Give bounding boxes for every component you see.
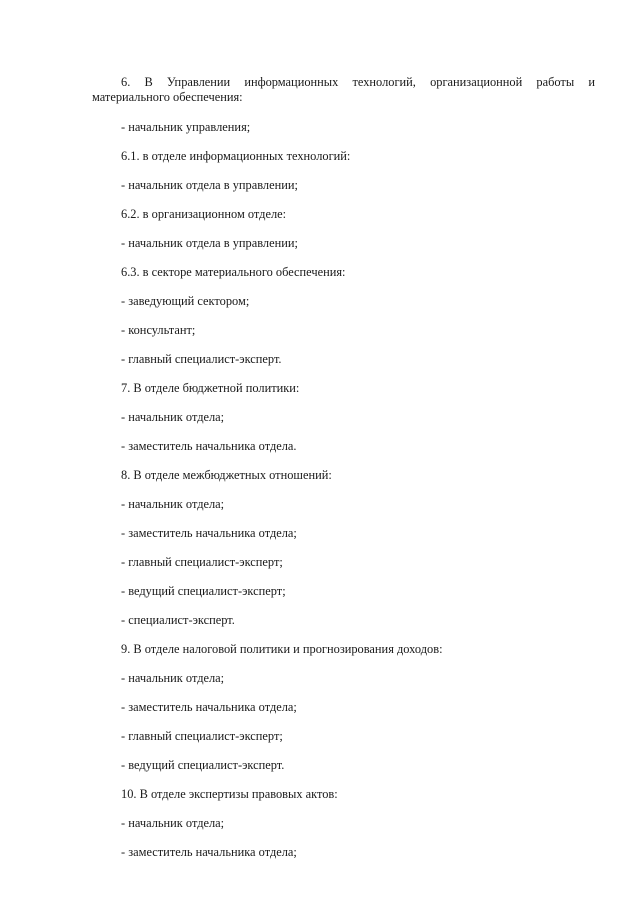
word: работы [536, 75, 575, 89]
section-heading: 6.2. в организационном отделе: [121, 207, 287, 221]
word: 6. [121, 75, 131, 89]
list-item: - главный специалист-эксперт; [121, 555, 283, 569]
paragraph-6-line-1 [121, 75, 595, 90]
list-item: - главный специалист-эксперт. [121, 352, 282, 366]
word: информационных [244, 75, 339, 89]
section-heading: 8. В отделе межбюджетных отношений: [121, 468, 332, 482]
list-item: - начальник отдела в управлении; [121, 236, 298, 250]
list-item: - заместитель начальника отдела. [121, 439, 297, 453]
list-item: - заведующий сектором; [121, 294, 250, 308]
list-item: - начальник отдела; [121, 497, 225, 511]
word: технологий, [352, 75, 416, 89]
list-item: - заместитель начальника отдела; [121, 845, 297, 859]
paragraph-6-line-2: материального обеспечения: [92, 90, 243, 104]
list-item: - начальник отдела; [121, 816, 225, 830]
word: Управлении [166, 75, 231, 89]
list-item: - заместитель начальника отдела; [121, 700, 297, 714]
paragraph-6-intro [92, 75, 595, 105]
list-item: - начальник отдела в управлении; [121, 178, 298, 192]
section-heading: 9. В отделе налоговой политики и прогнозирования доходов: [121, 642, 443, 656]
list-item: - консультант; [121, 323, 196, 337]
list-item: - заместитель начальника отдела; [121, 526, 297, 540]
section-heading: 7. В отделе бюджетной политики: [121, 381, 300, 395]
word: В [144, 75, 153, 89]
word: и [588, 75, 595, 89]
list-item: - начальник управления; [121, 120, 251, 134]
list-item: - специалист-эксперт. [121, 613, 235, 627]
list-item: - ведущий специалист-эксперт. [121, 758, 285, 772]
list-item: - главный специалист-эксперт; [121, 729, 283, 743]
list-item: - ведущий специалист-эксперт; [121, 584, 286, 598]
list-item: - начальник отдела; [121, 410, 225, 424]
section-heading: 10. В отделе экспертизы правовых актов: [121, 787, 338, 801]
word: организационной [430, 75, 523, 89]
list-item: - начальник отдела; [121, 671, 225, 685]
section-heading: 6.3. в секторе материального обеспечения: [121, 265, 346, 279]
section-heading: 6.1. в отделе информационных технологий: [121, 149, 351, 163]
